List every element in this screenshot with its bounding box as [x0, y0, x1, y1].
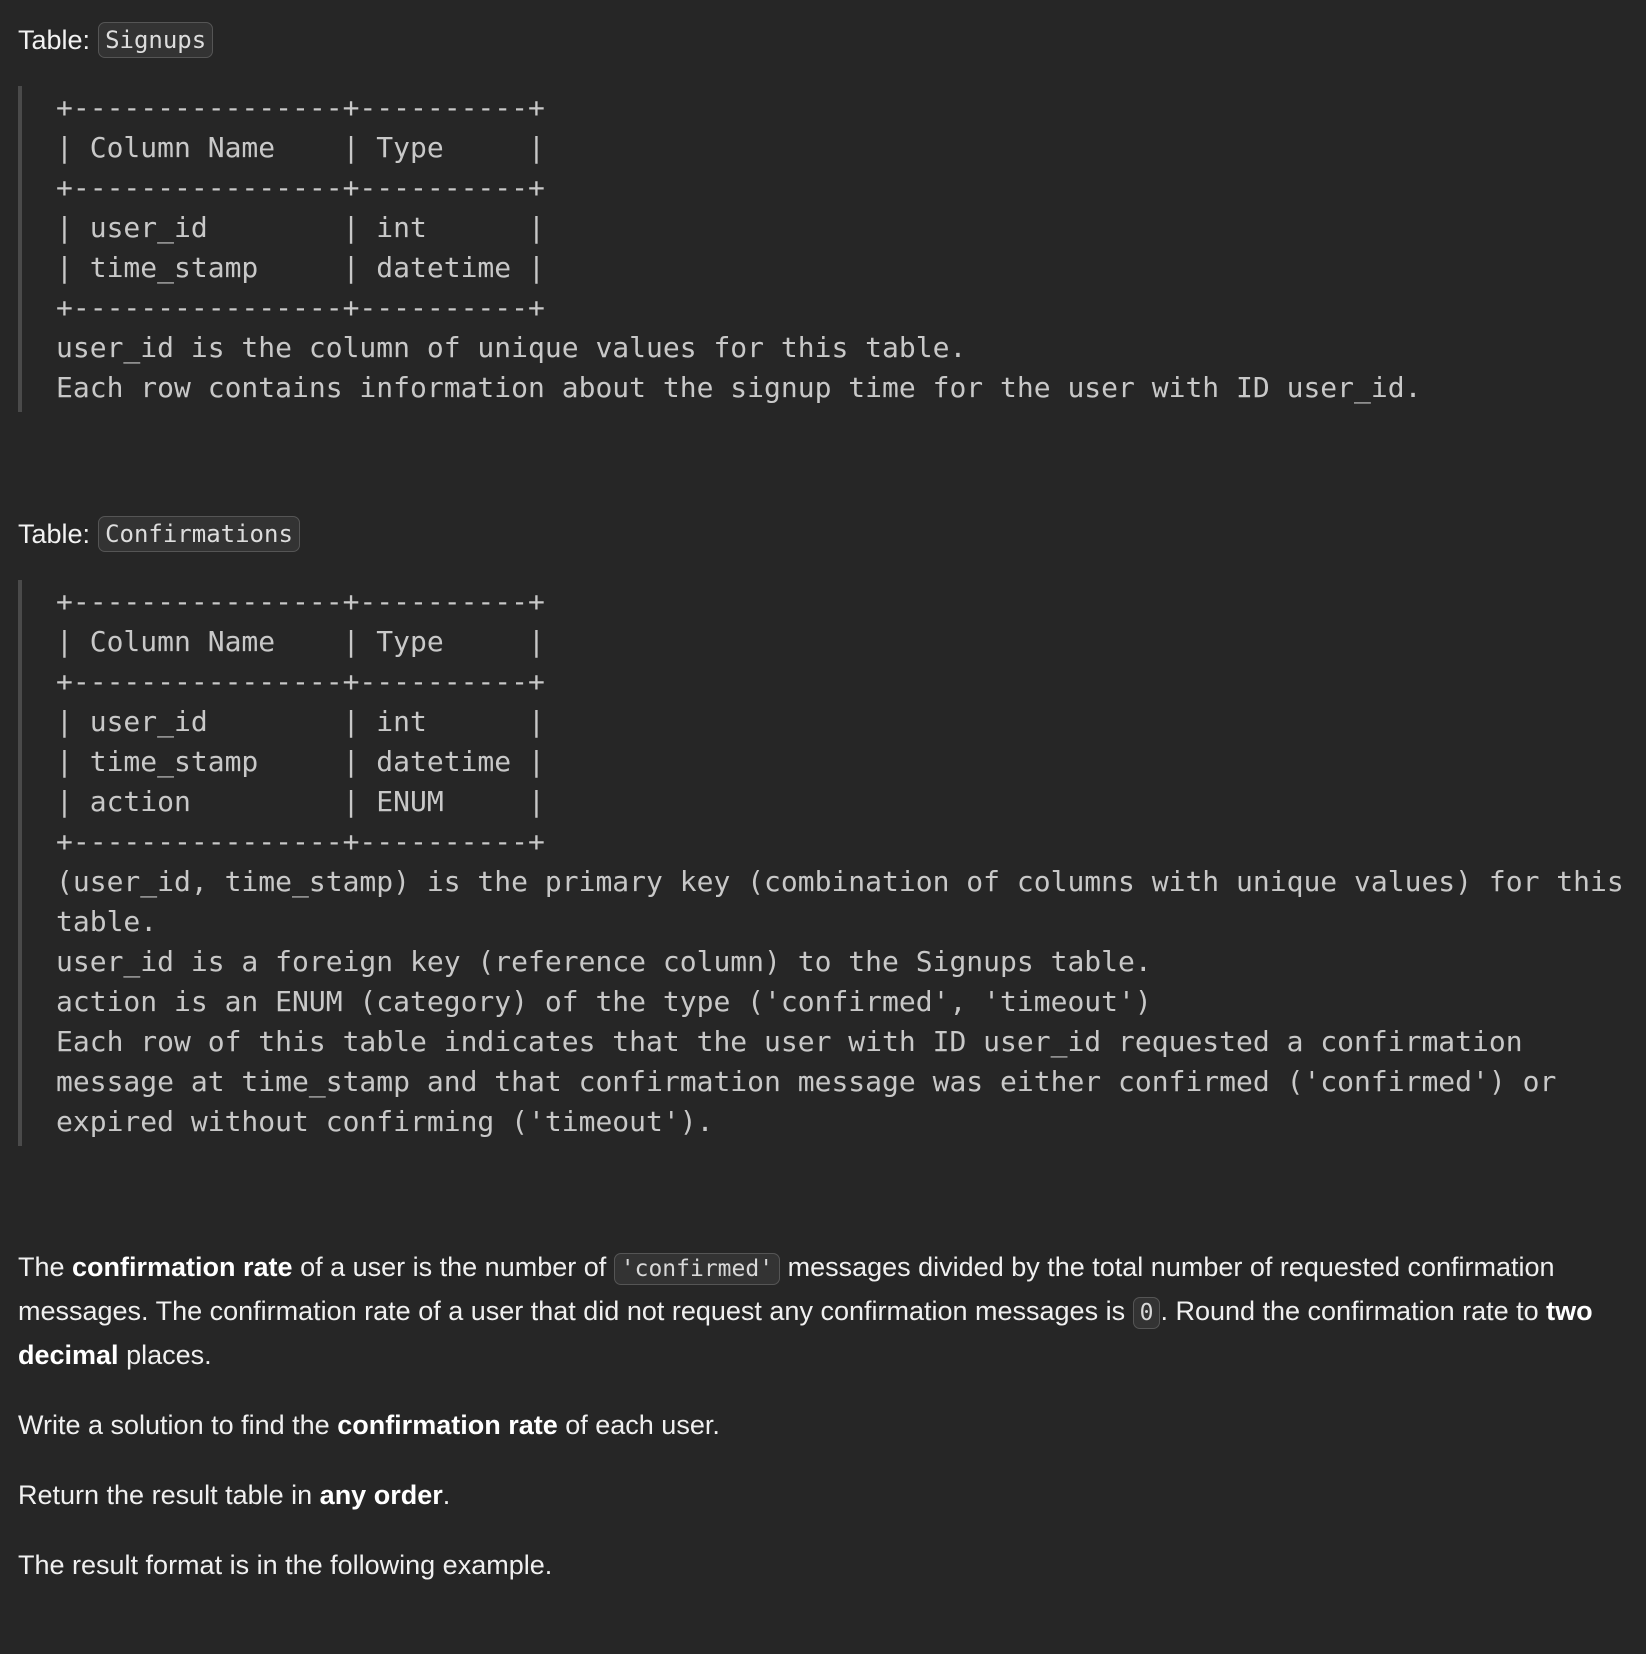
table-label: Table: [18, 519, 91, 549]
signups-schema: +----------------+----------+ | Column Name | Type | +----------------+----------+ | user_id | int | | time_stamp | datetime | +----------------+----------+ user_id is the column of unique values for this table. Each row contains information about the signup time for the user with ID user_id. [56, 91, 1422, 404]
confirmations-schema: +----------------+----------+ | Column Name | Type | +----------------+----------+ | user_id | int | | time_stamp | datetime | | action | ENUM | +----------------+----------+ (user_id, time_stamp) is the primary key (combination of columns with unique values) for this table. user_id is a foreign key (reference column) to the Signups table. action is an ENUM (category) of the type ('confirmed', 'timeout') Each row of this table indicates that the user with ID user_id requested a confirmation message at time_stamp and that confirmation message was either confirmed ('confirmed') or expired without confirming ('timeout'). [56, 585, 1624, 1138]
confirmations-table-heading [18, 514, 1646, 554]
text-span: The [18, 1252, 73, 1282]
confirmations-table-name: Confirmations [98, 516, 300, 552]
text-span: Write a solution to find the [18, 1410, 338, 1440]
format-statement: The result format is in the following example. [18, 1550, 553, 1580]
signups-table-name: Signups [98, 22, 213, 58]
text-span: messages divided by the total number of requested confirmation messages. The confirmation rate of a user that did not request any confirmation messages is [18, 1252, 1555, 1326]
signups-schema-block [18, 86, 1646, 412]
problem-description [0, 20, 1646, 1586]
bold-term: confirmation rate [72, 1252, 293, 1282]
text-span: . [442, 1480, 451, 1510]
signups-table-heading [18, 20, 1646, 60]
text-span: of each user. [557, 1410, 720, 1440]
inline-code: 'confirmed' [614, 1253, 780, 1285]
text-span: Return the result table in [18, 1480, 320, 1510]
bold-term: two decimal [18, 1296, 1593, 1370]
bold-term: any order [319, 1480, 443, 1510]
text-span: places. [118, 1340, 212, 1370]
inline-code: 0 [1133, 1297, 1161, 1329]
confirmation-rate-definition [18, 1246, 1618, 1376]
order-statement [18, 1474, 1618, 1516]
confirmations-schema-block [18, 580, 1646, 1146]
task-statement [18, 1404, 1618, 1446]
text-span: of a user is the number of [292, 1252, 614, 1282]
table-label: Table: [18, 25, 91, 55]
bold-term: confirmation rate [337, 1410, 558, 1440]
text-span: . Round the confirmation rate to [1160, 1296, 1547, 1326]
